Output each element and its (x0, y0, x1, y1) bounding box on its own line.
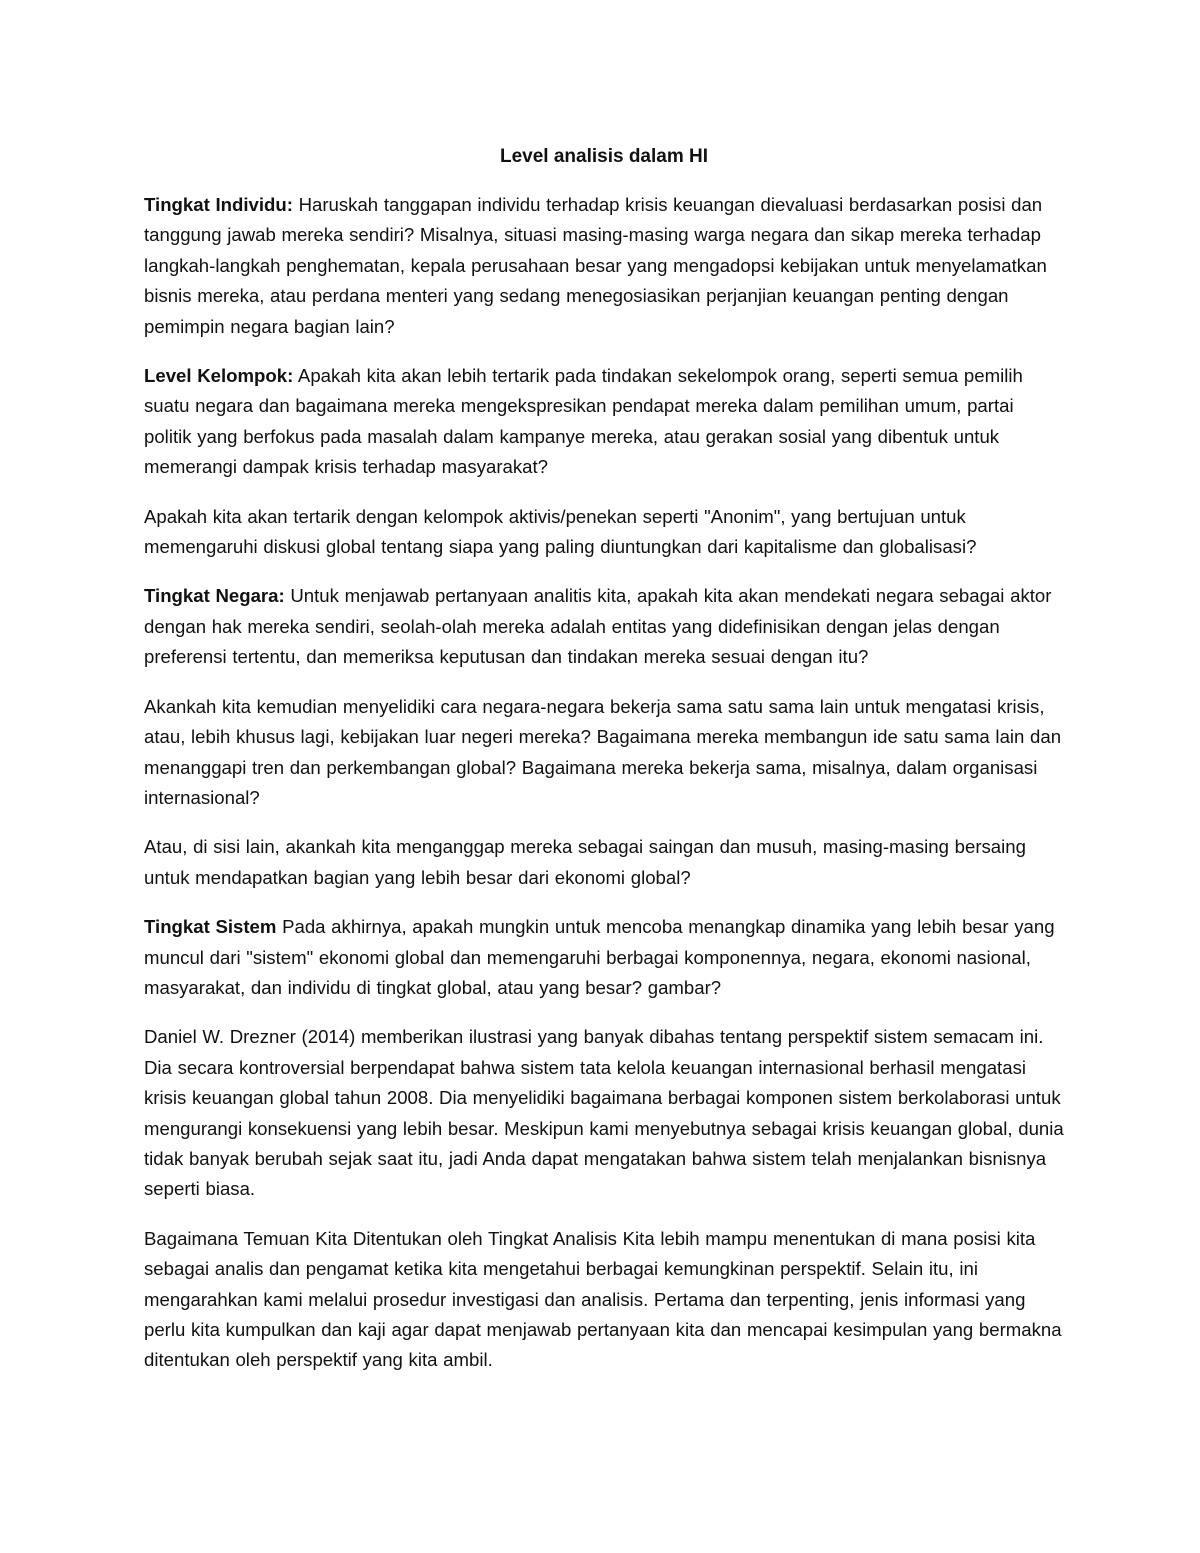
paragraph-drezner (144, 1022, 1064, 1204)
document-body (144, 142, 1064, 1395)
paragraph-heading: Tingkat Sistem (144, 916, 277, 938)
paragraph-state-cooperation (144, 692, 1064, 814)
paragraph-text: Bagaimana Temuan Kita Ditentukan oleh Tingkat Analisis Kita lebih mampu menentukan di mana posisi kita sebagai analis dan pengamat ketika kita mengetahui berbagai kemungkinan perspektif. Selain itu, ini mengarahkan kami melalui prosedur investigasi dan analisis. Pertama dan terpenting, jenis informasi yang perlu kita kumpulkan dan kaji agar dapat menjawab pertanyaan kita dan mencapai kesimpulan yang bermakna ditentukan oleh perspektif yang kita ambil. (144, 1227, 1062, 1371)
document-title: Level analisis dalam HI (499, 146, 709, 167)
paragraph-text: Haruskah tanggapan individu terhadap krisis keuangan dievaluasi berdasarkan posisi dan tanggung jawab mereka sendiri? Misalnya, situasi masing-masing warga negara dan sikap mereka terhadap langkah-langkah penghematan, kepala perusahaan besar yang mengadopsi kebijakan untuk menyelamatkan bisnis mereka, atau perdana menteri yang sedang menegosiasikan perjanjian keuangan penting dengan pemimpin negara bagian lain? (144, 194, 1047, 337)
paragraph-heading: Tingkat Individu: (144, 194, 293, 215)
paragraph-text: Daniel W. Drezner (2014) memberikan ilustrasi yang banyak dibahas tentang perspektif sistem semacam ini. Dia secara kontroversial berpendapat bahwa sistem tata kelola keuangan internasional berhasil mengatasi krisis keuangan global tahun 2008. Dia menyelidiki bagaimana berbagai komponen sistem berkolaborasi untuk mengurangi konsekuensi yang lebih besar. Meskipun kami menyebutnya sebagai krisis keuangan global, dunia tidak banyak berubah sejak saat itu, jadi Anda dapat mengatakan bahwa sistem telah menjalankan bisnisnya seperti biasa. (144, 1026, 1064, 1200)
paragraph-system-level (144, 912, 1064, 1003)
paragraph-text: Apakah kita akan tertarik dengan kelompok aktivis/penekan seperti "Anonim", yang bertujuan untuk memengaruhi diskusi global tentang siapa yang paling diuntungkan dari kapitalisme dan globalisasi? (144, 505, 977, 558)
paragraph-text: Untuk menjawab pertanyaan analitis kita, apakah kita akan mendekati negara sebagai aktor dengan hak mereka sendiri, seolah-olah mereka adalah entitas yang didefinisikan dengan jelas dengan preferensi tertentu, dan memeriksa keputusan dan tindakan mereka sesuai dengan itu? (144, 585, 1052, 668)
paragraph-text: Apakah kita akan lebih tertarik pada tindakan sekelompok orang, seperti semua pemilih suatu negara dan bagaimana mereka mengekspresikan pendapat mereka dalam pemilihan umum, partai politik yang berfokus pada masalah dalam kampanye mereka, atau gerakan sosial yang dibentuk untuk memerangi dampak krisis terhadap masyarakat? (144, 365, 1023, 478)
paragraph-heading: Level Kelompok: (144, 365, 294, 387)
paragraph-group-level (144, 361, 1064, 483)
paragraph-activist-groups (144, 502, 1064, 563)
paragraph-text: Akankah kita kemudian menyelidiki cara negara-negara bekerja sama satu sama lain untuk mengatasi krisis, atau, lebih khusus lagi, kebijakan luar negeri mereka? Bagaimana mereka membangun ide satu sama lain dan menanggapi tren dan perkembangan global? Bagaimana mereka bekerja sama, misalnya, dalam organisasi internasional? (144, 695, 1062, 808)
paragraph-state-rivalry (144, 832, 1064, 893)
paragraph-heading: Tingkat Negara: (144, 585, 285, 607)
paragraph-text: Pada akhirnya, apakah mungkin untuk mencoba menangkap dinamika yang lebih besar yang muncul dari "sistem" ekonomi global dan memengaruhi berbagai komponennya, negara, ekonomi nasional, masyarakat, dan individu di tingkat global, atau yang besar? gambar? (144, 916, 1055, 998)
paragraph-individual-level (144, 190, 1064, 342)
paragraph-text: Atau, di sisi lain, akankah kita menganggap mereka sebagai saingan dan musuh, masing-masing bersaing untuk mendapatkan bagian yang lebih besar dari ekonomi global? (144, 836, 1026, 888)
paragraph-state-level (144, 581, 1064, 672)
paragraph-findings (144, 1224, 1064, 1376)
